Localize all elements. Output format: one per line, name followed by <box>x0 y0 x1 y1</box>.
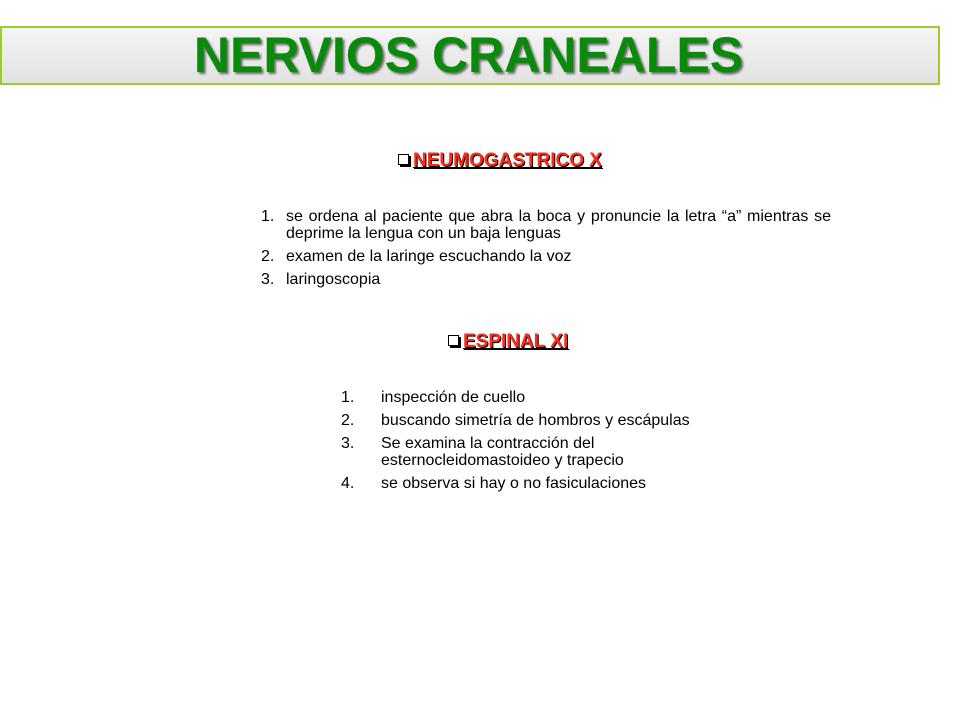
list-item <box>341 389 761 406</box>
list-item-text: laringoscopia <box>286 271 381 288</box>
list-item-text: Se examina la contracción del esternocleidomastoideo y trapecio <box>381 435 624 469</box>
section-heading-espinal <box>448 331 568 353</box>
list-item-text: se observa si hay o no fasiculaciones <box>381 475 647 492</box>
neumogastrico-steps-list <box>261 208 831 294</box>
list-item <box>261 208 831 242</box>
list-item-number: 2. <box>341 412 355 429</box>
list-item-text: inspección de cuello <box>381 389 526 406</box>
list-item-text: buscando simetría de hombros y escápulas <box>381 412 690 429</box>
section-heading-label: ESPINAL XI <box>463 331 569 352</box>
title-banner <box>0 26 940 85</box>
list-item-number: 1. <box>341 389 355 406</box>
list-item-text: examen de la laringe escuchando la voz <box>286 248 572 265</box>
slide-title: NERVIOS CRANEALES <box>193 27 744 83</box>
list-item <box>341 412 761 429</box>
list-item <box>341 435 761 469</box>
list-item <box>261 248 831 265</box>
list-item-number: 3. <box>261 271 275 288</box>
list-item-number: 2. <box>261 248 275 265</box>
list-item-number: 1. <box>261 208 275 225</box>
section-heading-label: NEUMOGASTRICO X <box>413 150 602 171</box>
list-item-number: 4. <box>341 475 355 492</box>
list-item-text: se ordena al paciente que abra la boca y pronuncie la letra “a” mientras se deprime la lengua con un baja lenguas <box>286 208 831 242</box>
espinal-steps-list <box>341 389 761 498</box>
square-bullet-icon <box>398 154 409 165</box>
list-item <box>261 271 831 288</box>
square-bullet-icon <box>448 335 459 346</box>
list-item <box>341 475 761 492</box>
list-item-number: 3. <box>341 435 355 452</box>
section-heading-neumogastrico <box>398 150 602 172</box>
